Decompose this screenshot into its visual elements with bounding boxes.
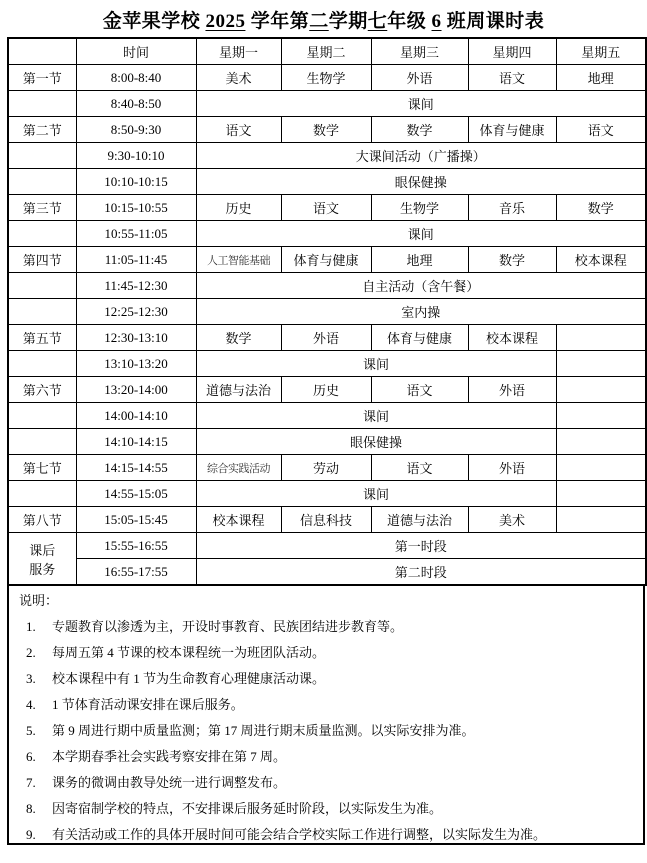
time-cell: 10:10-10:15 — [76, 169, 196, 195]
subject-cell: 历史 — [281, 377, 371, 403]
time-cell: 16:55-17:55 — [76, 559, 196, 586]
merged-activity-cell: 自主活动（含午餐） — [196, 273, 646, 299]
merged-activity-cell: 大课间活动（广播操） — [196, 143, 646, 169]
timetable-row — [8, 65, 646, 91]
period-label-cell: 第一节 — [8, 65, 76, 91]
timetable-row — [8, 221, 646, 247]
time-cell: 13:20-14:00 — [76, 377, 196, 403]
title-underlined-text: 2025 — [205, 11, 246, 32]
subject-cell: 外语 — [281, 325, 371, 351]
subject-cell: 地理 — [556, 65, 646, 91]
timetable-header-row — [8, 38, 646, 65]
merged-activity-cell: 课间 — [196, 221, 646, 247]
timetable-row — [8, 299, 646, 325]
notes-heading: 说明： — [19, 593, 59, 608]
timetable-body — [8, 38, 646, 585]
note-item-number: 6. — [26, 749, 36, 764]
time-cell: 14:10-14:15 — [76, 429, 196, 455]
timetable-header-cell: 星期四 — [468, 38, 556, 65]
timetable-row — [8, 195, 646, 221]
timetable — [7, 37, 647, 586]
time-cell: 11:45-12:30 — [76, 273, 196, 299]
note-item — [19, 723, 635, 739]
period-label-cell: 第四节 — [8, 247, 76, 273]
merged-activity-cell: 室内操 — [196, 299, 646, 325]
subject-cell: 校本课程 — [196, 507, 281, 533]
timetable-header-cell: 星期二 — [281, 38, 371, 65]
time-cell: 10:55-11:05 — [76, 221, 196, 247]
period-label-cell — [8, 143, 76, 169]
period-label-cell — [8, 481, 76, 507]
note-item-number: 3. — [26, 671, 36, 686]
subject-cell: 外语 — [371, 65, 468, 91]
subject-cell: 校本课程 — [556, 247, 646, 273]
timetable-header-cell: 时间 — [76, 38, 196, 65]
timetable-row — [8, 143, 646, 169]
subject-cell: 体育与健康 — [468, 117, 556, 143]
title-underlined-text: 6 — [431, 11, 442, 32]
subject-cell: 数学 — [196, 325, 281, 351]
timetable-row — [8, 325, 646, 351]
timetable-row — [8, 455, 646, 481]
note-item — [19, 775, 635, 791]
note-item-number: 4. — [26, 697, 36, 712]
note-item-text: 校本课程中有 1 节为生命教育心理健康活动课。 — [52, 671, 326, 686]
subject-cell: 数学 — [281, 117, 371, 143]
subject-cell — [556, 481, 646, 507]
note-item-text: 本学期春季社会实践考察安排在第 7 周。 — [52, 749, 287, 764]
title-text: 学年第 — [245, 11, 310, 32]
timetable-row — [8, 91, 646, 117]
period-label-cell: 第八节 — [8, 507, 76, 533]
subject-cell: 语文 — [196, 117, 281, 143]
subject-cell: 美术 — [468, 507, 556, 533]
note-item — [19, 697, 635, 713]
merged-activity-cell: 课间 — [196, 351, 556, 377]
time-cell: 9:30-10:10 — [76, 143, 196, 169]
period-label-cell — [8, 221, 76, 247]
subject-cell — [556, 377, 646, 403]
subject-cell: 道德与法治 — [371, 507, 468, 533]
timetable-row — [8, 377, 646, 403]
merged-activity-cell: 第二时段 — [196, 559, 646, 586]
merged-activity-cell: 眼保健操 — [196, 429, 556, 455]
period-label-cell: 第七节 — [8, 455, 76, 481]
subject-cell — [556, 429, 646, 455]
note-item-text: 专题教育以渗透为主，开设时事教育、民族团结进步教育等。 — [52, 619, 404, 634]
note-item-text: 因寄宿制学校的特点，不安排课后服务延时阶段，以实际发生为准。 — [52, 801, 443, 816]
time-cell: 13:10-13:20 — [76, 351, 196, 377]
note-item-number: 1. — [26, 619, 36, 634]
page-title — [0, 0, 647, 37]
period-label-cell — [8, 273, 76, 299]
period-label-cell — [8, 91, 76, 117]
time-cell: 15:55-16:55 — [76, 533, 196, 559]
subject-cell — [556, 351, 646, 377]
subject-cell: 美术 — [196, 65, 281, 91]
subject-cell: 外语 — [468, 377, 556, 403]
note-item-number: 9. — [26, 827, 36, 842]
note-item-text: 第 9 周进行期中质量监测；第 17 周进行期末质量监测。以实际安排为准。 — [52, 723, 475, 738]
timetable-row — [8, 533, 646, 559]
title-underlined-text: 二 — [309, 11, 329, 32]
subject-cell — [556, 325, 646, 351]
period-label-cell — [8, 429, 76, 455]
merged-activity-cell: 眼保健操 — [196, 169, 646, 195]
timetable-row — [8, 169, 646, 195]
time-cell: 8:50-9:30 — [76, 117, 196, 143]
timetable-header-cell: 星期三 — [371, 38, 468, 65]
period-label-cell — [8, 351, 76, 377]
subject-cell: 劳动 — [281, 455, 371, 481]
subject-cell: 历史 — [196, 195, 281, 221]
note-item-text: 1 节体育活动课安排在课后服务。 — [52, 697, 244, 712]
subject-cell: 数学 — [371, 117, 468, 143]
time-cell: 10:15-10:55 — [76, 195, 196, 221]
subject-cell: 校本课程 — [468, 325, 556, 351]
subject-cell: 体育与健康 — [281, 247, 371, 273]
merged-activity-cell: 课间 — [196, 481, 556, 507]
subject-cell: 人工智能基础 — [196, 247, 281, 273]
subject-cell: 体育与健康 — [371, 325, 468, 351]
title-text: 金苹果学校 — [102, 11, 206, 32]
timetable-header-cell: 星期五 — [556, 38, 646, 65]
timetable-row — [8, 247, 646, 273]
subject-cell: 语文 — [468, 65, 556, 91]
timetable-row — [8, 481, 646, 507]
note-item-text: 课务的微调由教导处统一进行调整发布。 — [52, 775, 287, 790]
time-cell: 8:00-8:40 — [76, 65, 196, 91]
time-cell: 15:05-15:45 — [76, 507, 196, 533]
timetable-row — [8, 429, 646, 455]
timetable-header-cell: 星期一 — [196, 38, 281, 65]
subject-cell — [556, 455, 646, 481]
note-item-text: 每周五第 4 节课的校本课程统一为班团队活动。 — [52, 645, 326, 660]
subject-cell: 生物学 — [371, 195, 468, 221]
merged-activity-cell: 课间 — [196, 403, 556, 429]
note-item — [19, 801, 635, 817]
note-item — [19, 749, 635, 765]
timetable-row — [8, 403, 646, 429]
note-item — [19, 827, 635, 843]
time-cell: 14:00-14:10 — [76, 403, 196, 429]
timetable-row — [8, 117, 646, 143]
subject-cell — [556, 507, 646, 533]
note-item-number: 2. — [26, 645, 36, 660]
subject-cell: 外语 — [468, 455, 556, 481]
title-underlined-text: 七 — [367, 11, 388, 32]
subject-cell — [556, 403, 646, 429]
title-text: 班周课时表 — [441, 11, 545, 32]
timetable-header-cell — [8, 38, 76, 65]
note-item — [19, 619, 635, 635]
note-item-number: 7. — [26, 775, 36, 790]
note-item-text: 有关活动或工作的具体开展时间可能会结合学校实际工作进行调整，以实际发生为准。 — [52, 827, 547, 842]
time-cell: 11:05-11:45 — [76, 247, 196, 273]
timetable-row — [8, 351, 646, 377]
note-item — [19, 671, 635, 687]
merged-activity-cell: 课间 — [196, 91, 646, 117]
note-item-number: 8. — [26, 801, 36, 816]
subject-cell: 地理 — [371, 247, 468, 273]
subject-cell: 数学 — [468, 247, 556, 273]
period-label-cell — [8, 299, 76, 325]
time-cell: 12:25-12:30 — [76, 299, 196, 325]
title-text: 年级 — [387, 11, 432, 32]
period-label-cell: 课后 服务 — [8, 533, 76, 586]
notes-list — [19, 619, 635, 843]
subject-cell: 数学 — [556, 195, 646, 221]
time-cell: 8:40-8:50 — [76, 91, 196, 117]
note-item — [19, 645, 635, 661]
period-label-cell: 第三节 — [8, 195, 76, 221]
timetable-row — [8, 273, 646, 299]
subject-cell: 道德与法治 — [196, 377, 281, 403]
time-cell: 12:30-13:10 — [76, 325, 196, 351]
period-label-cell: 第六节 — [8, 377, 76, 403]
subject-cell: 生物学 — [281, 65, 371, 91]
timetable-row — [8, 559, 646, 586]
timetable-row — [8, 507, 646, 533]
merged-activity-cell: 第一时段 — [196, 533, 646, 559]
period-label-cell: 第二节 — [8, 117, 76, 143]
subject-cell: 语文 — [371, 455, 468, 481]
title-text: 学期 — [328, 11, 368, 32]
time-cell: 14:55-15:05 — [76, 481, 196, 507]
subject-cell: 语文 — [556, 117, 646, 143]
subject-cell: 语文 — [371, 377, 468, 403]
subject-cell: 综合实践活动 — [196, 455, 281, 481]
period-label-cell — [8, 403, 76, 429]
note-item-number: 5. — [26, 723, 36, 738]
period-label-cell: 第五节 — [8, 325, 76, 351]
subject-cell: 音乐 — [468, 195, 556, 221]
time-cell: 14:15-14:55 — [76, 455, 196, 481]
period-label-cell — [8, 169, 76, 195]
subject-cell: 语文 — [281, 195, 371, 221]
notes-section — [7, 586, 645, 845]
subject-cell: 信息科技 — [281, 507, 371, 533]
